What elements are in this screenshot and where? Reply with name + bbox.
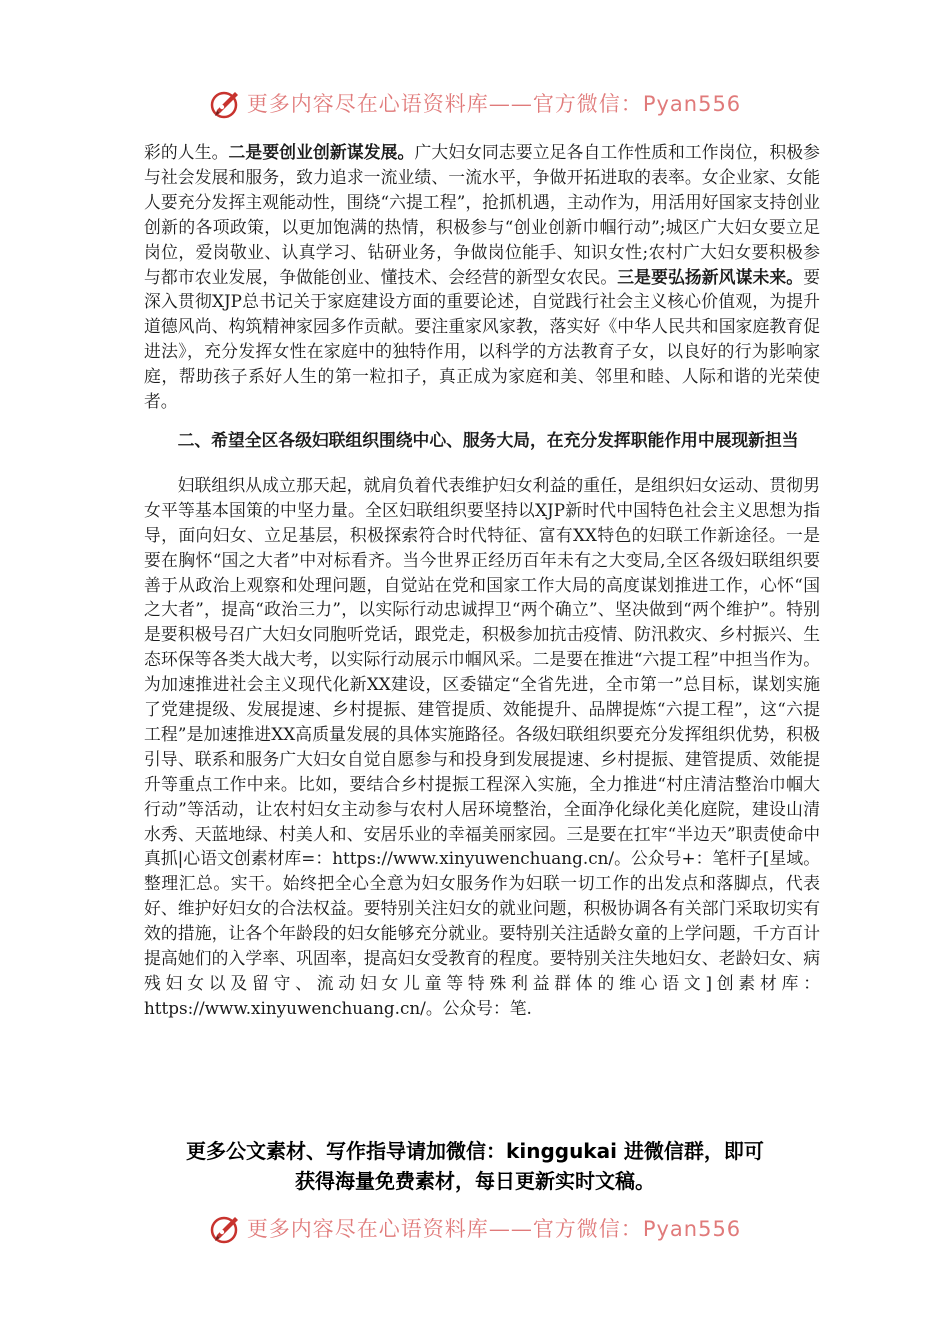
banner-wechat-id: Pyan556 [642,1217,742,1241]
pen-logo-icon [209,1211,243,1245]
promo-line-2: 获得海量免费素材，每日更新实时文稿。 [295,1169,655,1193]
banner-official-text: 官方微信： [532,1217,643,1241]
para1-text-b: 广大妇女同志要立足各自工作性质和工作岗位，积极参与社会发展和服务，致力追求一流业绩、一流水平，争做开拓进取的表率。女企业家、女能人要充分发挥主观能动性，围绕“六提工程”，抢抓机遇，主动作为，用活用好国家支持创业创新的各项政策，以更加饱满的热情，积极参与“创业创新巾帼行动”;城区广大妇女要立足岗位，爱岗敬业、认真学习、钻研业务，争做岗位能手、知识女性;农村广大妇女要积极参与都市农业发展，争做能创业、懂技术、会经营的新型女农民。 [144,142,820,287]
pen-logo-icon [209,86,243,120]
para1-text-c: 要深入贯彻XJP总书记关于家庭建设方面的重要论述，自觉践行社会主义核心价值观，为提升道德风尚、构筑精神家园多作贡献。要注重家风家教，落实好《中华人民共和国家庭教育促进法》，充分发挥女性在家庭中的独特作用，以科学的方法教育子女，以良好的行为影响家庭，帮助孩子系好人生的第一粒扣子，真正成为家庭和美、邻里和睦、人际和谐的光荣使者。 [144,266,820,412]
banner-main-text: 更多内容尽在心语资料库 [246,1217,489,1241]
para1-bold-a: 二是要创业创新谋发展。 [228,142,415,162]
footer-banner [0,1208,950,1248]
banner-text [247,88,741,118]
promo-line-1: 更多公文素材、写作指导请加微信：kinggukai 进微信群，即可 [186,1139,764,1163]
paragraph-1 [144,140,820,414]
section-heading-2: 二、希望全区各级妇联组织围绕中心、服务大局，在充分发挥职能作用中展现新担当 [177,429,799,450]
paragraph-2: 妇联组织从成立那天起，就肩负着代表维护妇女利益的重任，是组织妇女运动、贯彻男女平等基本国策的中坚力量。全区妇联组织要坚持以XJP新时代中国特色社会主义思想为指导，面向妇女、立足基层，积极探索符合时代特征、富有XX特色的妇联工作新途径。一是要在胸怀“国之大者”中对标看齐。当今世界正经历百年未有之大变局,全区各级妇联组织要善于从政治上观察和处理问题，自觉站在党和国家工作大局的高度谋划推进工作，心怀“国之大者”，提高“政治三力”，以实际行动忠诚捍卫“两个确立”、坚决做到“两个维护”。特别是要积极号召广大妇女同胞听党话，跟党走，积极参加抗击疫情、防汛救灾、乡村振兴、生态环保等各类大战大考，以实际行动展示巾帼风采。二是要在推进“六提工程”中担当作为。为加速推进社会主义现代化新XX建设，区委锚定“全省先进，全市第一”总目标，谋划实施了党建提级、发展提速、乡村提振、建管提质、效能提升、品牌提炼“六提工程”，这“六提工程”是加速推进XX高质量发展的具体实施路径。各级妇联组织要充分发挥组织优势，积极引导、联系和服务广大妇女自觉自愿参与和投身到发展提速、乡村提振、建管提质、效能提升等重点工作中来。比如，要结合乡村提振工程深入实施，全力推进“村庄清洁整治巾帼大行动”等活动，让农村妇女主动参与农村人居环境整治，全面净化绿化美化庭院，建设山清水秀、天蓝地绿、村美人和、安居乐业的幸福美丽家园。三是要在扛牢“半边天”职责使命中真抓|心语文创素材库=：https://www.xinyuwenchuang.cn/。公众号+：笔杆子[星域。整理汇总。实干。始终把全心全意为妇女服务作为妇联一切工作的出发点和落脚点，代表好、维护好妇女的合法权益。要特别关注妇女的就业问题，积极协调各有关部门采取切实有效的措施，让各个年龄段的妇女能够充分就业。要特别关注适龄女童的上学问题，千方百计提高她们的入学率、巩固率，提高妇女受教育的程度。要特别关注失地妇女、老龄妇女、病残妇女以及留守、流动妇女儿童等特殊利益群体的维心语文]创素材库：https://www.xinyuwenchuang.cn/。公众号：笔. [144,474,820,1018]
para1-text-a: 彩的人生。 [144,142,229,162]
banner-official-text: 官方微信： [532,92,643,116]
para1-bold-b: 三是要弘扬新风谋未来。 [617,266,804,287]
promo-text [120,1136,830,1196]
banner-main-text: 更多内容尽在心语资料库 [246,92,489,116]
header-banner [0,83,950,123]
banner-text [247,1213,741,1243]
banner-dash: —— [488,92,533,116]
banner-wechat-id: Pyan556 [642,92,742,116]
banner-dash: —— [488,1217,533,1241]
document-body [144,140,820,1021]
